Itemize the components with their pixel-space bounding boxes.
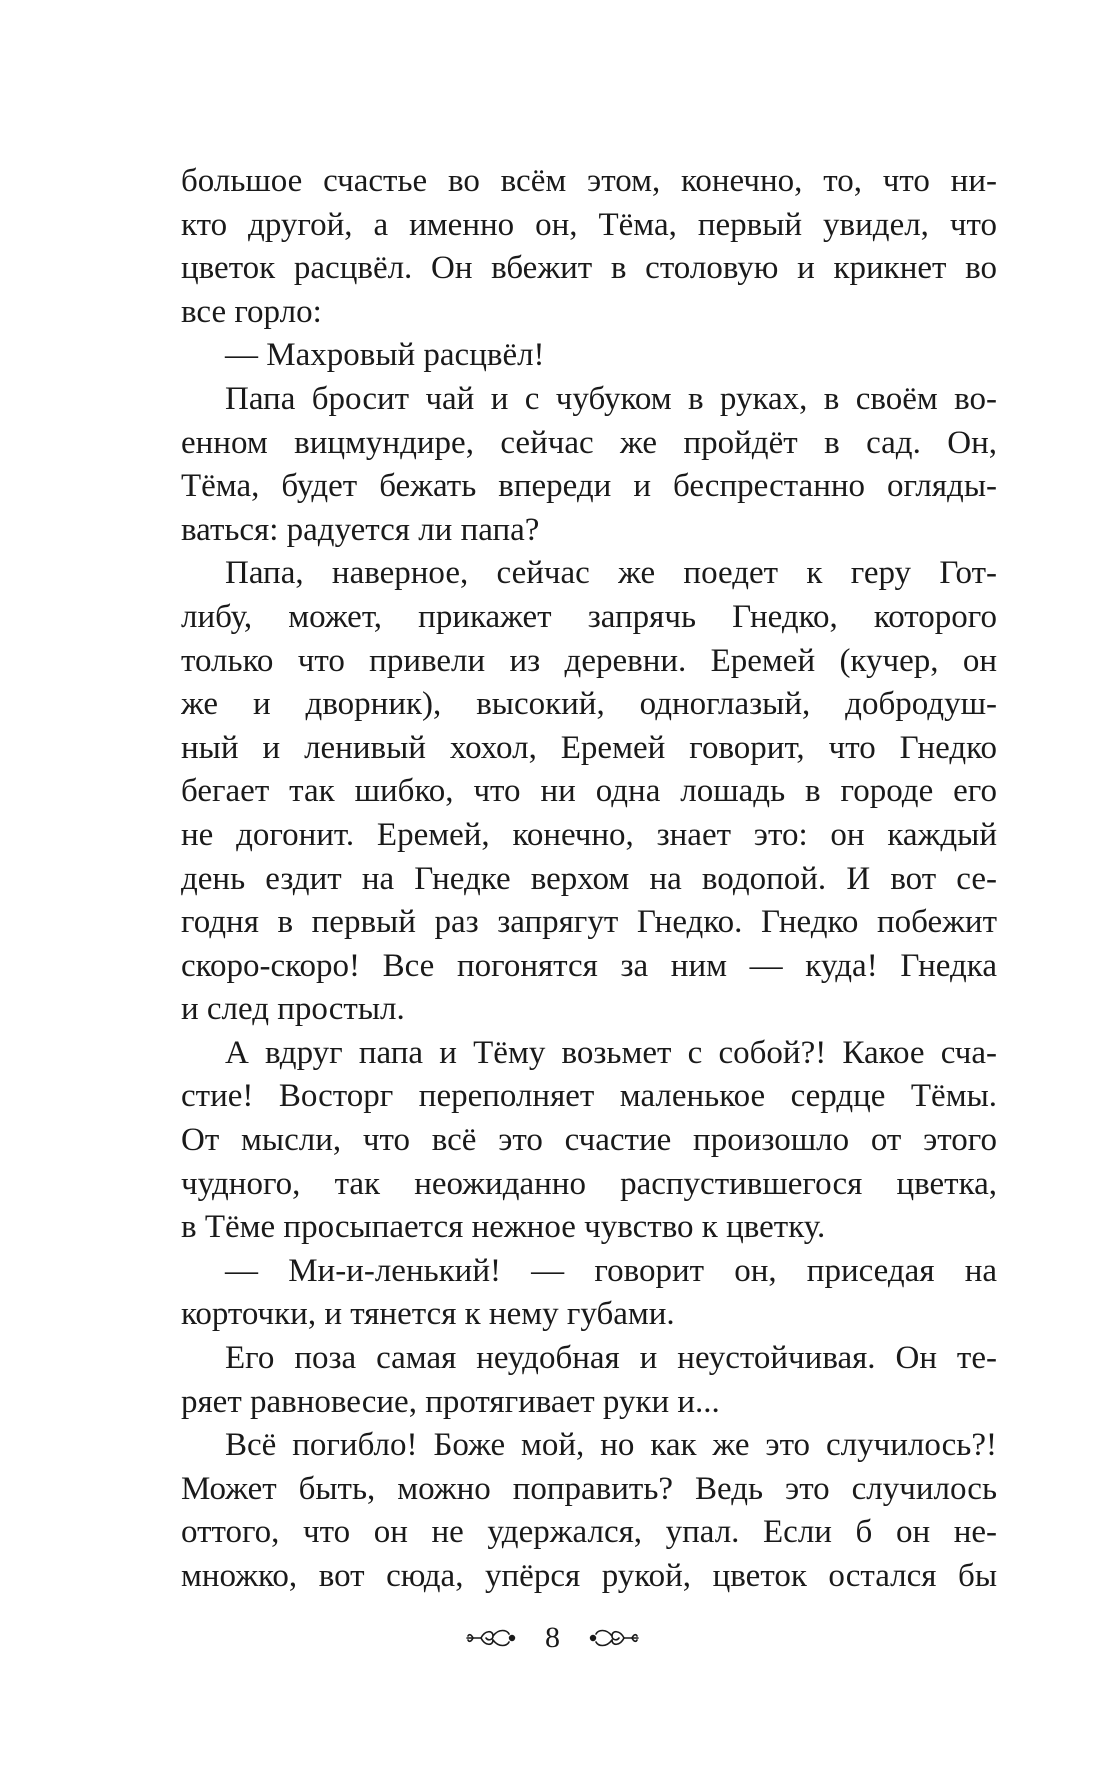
text-line: день ездит на Гнедке верхом на водопой. И вот се-	[181, 860, 997, 897]
text-line: множко, вот сюда, упёрся рукой, цветок остался бы	[181, 1558, 997, 1594]
body-text	[181, 160, 997, 1599]
text-line: Папа бросит чай и с чубуком в руках, в своём во-	[225, 380, 997, 417]
text-line: енном вицмундире, сейчас же пройдёт в сад. Он,	[181, 424, 997, 461]
text-line: кто другой, а именно он, Тёма, первый увидел, что	[181, 206, 997, 243]
text-line: А вдруг папа и Тёму возьмет с собой?! Какое сча-	[225, 1034, 997, 1071]
text-line: ваться: радуется ли папа?	[181, 511, 540, 548]
text-line: чудного, так неожиданно распустившегося цветка,	[181, 1165, 997, 1202]
text-line: корточки, и тянется к нему губами.	[181, 1296, 675, 1333]
page-footer	[0, 1618, 1105, 1658]
text-line: ный и ленивый хохол, Еремей говорит, что Гнедко	[181, 729, 997, 766]
text-line: не догонит. Еремей, конечно, знает это: он каждый	[181, 816, 997, 853]
text-line: скоро-скоро! Все погонятся за ним — куда! Гнедка	[181, 947, 997, 984]
text-line: Всё погибло! Боже мой, но как же это случилось?!	[225, 1427, 997, 1464]
text-line: годня в первый раз запрягут Гнедко. Гнедко побежит	[181, 904, 997, 941]
page-number: 8	[545, 1621, 560, 1654]
text-line: только что привели из деревни. Еремей (кучер, он	[181, 642, 997, 679]
fleuron-left-icon	[463, 1624, 519, 1652]
text-line: оттого, что он не удержался, упал. Если б он не-	[181, 1514, 997, 1551]
text-line: ряет равновесие, протягивает руки и...	[181, 1383, 720, 1420]
text-line: — Ми-и-ленький! — говорит он, приседая на	[225, 1252, 997, 1289]
fleuron-right-icon	[586, 1624, 642, 1652]
text-line: Папа, наверное, сейчас же поедет к геру Гот-	[225, 555, 997, 592]
text-line: же и дворник), высокий, одноглазый, добродуш-	[181, 686, 997, 723]
text-line: цветок расцвёл. Он вбежит в столовую и крикнет во	[181, 250, 997, 287]
text-line: Может быть, можно поправить? Ведь это случилось	[181, 1470, 997, 1507]
text-line: От мысли, что всё это счастие произошло от этого	[181, 1122, 997, 1159]
text-line: стие! Восторг переполняет маленькое сердце Тёмы.	[181, 1078, 997, 1115]
text-line: либу, может, прикажет запрячь Гнедко, которого	[181, 598, 997, 635]
text-line: Тёма, будет бежать впереди и беспрестанно огляды-	[181, 468, 997, 505]
text-line: в Тёме просыпается нежное чувство к цветку.	[181, 1209, 826, 1246]
text-line: все горло:	[181, 293, 322, 330]
text-line: бегает так шибко, что ни одна лошадь в городе его	[181, 773, 997, 810]
text-line: большое счастье во всём этом, конечно, то, что ни-	[181, 163, 997, 199]
text-line: Его поза самая неудобная и неустойчивая. Он те-	[225, 1340, 997, 1377]
text-line: — Махровый расцвёл!	[225, 337, 545, 374]
text-line: и след простыл.	[181, 991, 405, 1028]
